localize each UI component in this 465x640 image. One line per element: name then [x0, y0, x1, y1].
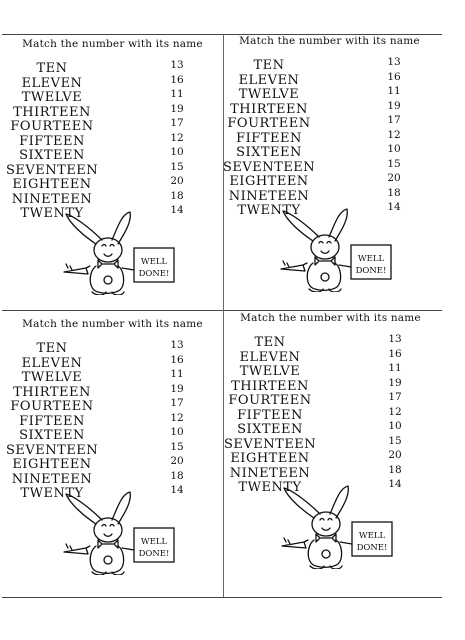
bunny-well-done-illustration — [280, 484, 398, 569]
carrot — [64, 264, 90, 274]
number-word: ELEVEN — [239, 349, 301, 365]
bunny-eye-right — [110, 525, 114, 527]
sign-line-2: DONE! — [355, 266, 387, 276]
bunny-eye-right — [328, 519, 332, 521]
number-word: SIXTEEN — [19, 428, 85, 443]
numeral: 20 — [388, 449, 402, 461]
numeral: 14 — [387, 201, 401, 213]
bunny-arm — [122, 268, 134, 270]
carrot — [281, 261, 307, 271]
sign-line-1: WELL — [140, 537, 168, 547]
number-word: FOURTEEN — [227, 116, 311, 131]
sign-line-2: DONE! — [138, 269, 170, 279]
bunny-belly-button — [104, 276, 112, 284]
number-word: TWENTY — [20, 486, 84, 501]
numeral: 12 — [170, 411, 184, 424]
bunny-arm — [122, 548, 134, 550]
numeral: 17 — [387, 114, 401, 126]
number-word: TWENTY — [20, 206, 84, 221]
number-word: FIFTEEN — [19, 133, 85, 149]
card-title: Match the number with its name — [239, 35, 420, 47]
number-word: SEVENTEEN — [6, 162, 99, 178]
numeral: 13 — [170, 59, 184, 71]
number-word: FIFTEEN — [236, 130, 302, 146]
card-title: Match the number with its name — [22, 38, 203, 50]
bunny-body — [90, 266, 123, 293]
number-word: SEVENTEEN — [6, 442, 99, 458]
number-word: TEN — [36, 61, 68, 76]
bunny-belly-button — [321, 273, 329, 281]
bunny-body — [90, 546, 123, 573]
number-word: SIXTEEN — [236, 145, 302, 160]
bunny-mouth — [104, 254, 112, 256]
number-word: TWELVE — [238, 87, 300, 102]
number-word: FOURTEEN — [10, 119, 94, 134]
bunny-body — [308, 540, 341, 567]
number-word: TEN — [254, 335, 286, 350]
number-word: EIGHTEEN — [12, 177, 92, 192]
number-word: NINETEEN — [11, 191, 93, 207]
numeral: 13 — [387, 56, 401, 68]
numeral: 19 — [170, 382, 184, 395]
number-word: EIGHTEEN — [229, 174, 309, 189]
number-word: THIRTEEN — [231, 378, 309, 394]
sign-line-2: DONE! — [356, 543, 388, 553]
numeral: 10 — [170, 146, 184, 158]
card-title: Match the number with its name — [22, 318, 203, 330]
numeral-list — [383, 332, 407, 492]
numeral: 20 — [170, 455, 184, 467]
number-word-list — [223, 59, 315, 219]
numeral: 16 — [387, 70, 401, 83]
number-word: FOURTEEN — [10, 399, 94, 414]
numeral: 10 — [388, 420, 402, 432]
bunny-bow-tie — [98, 260, 118, 268]
bunny-head — [94, 518, 122, 542]
carrot — [64, 544, 90, 554]
bunny-bow-tie — [98, 540, 118, 548]
numeral: 15 — [170, 440, 184, 453]
number-word: THIRTEEN — [13, 384, 91, 400]
bunny-left-ear — [66, 494, 102, 524]
number-word: NINETEEN — [229, 465, 311, 481]
bunny-eye-left — [102, 525, 106, 527]
number-word-list — [6, 342, 98, 502]
worksheet-card — [0, 318, 225, 593]
numeral: 11 — [387, 85, 401, 97]
bunny-head — [312, 512, 340, 536]
number-word: TEN — [253, 58, 285, 73]
sign-line-1: WELL — [140, 257, 168, 267]
bunny-eye-left — [102, 245, 106, 247]
bunny-bow-tie — [316, 534, 336, 542]
number-word: NINETEEN — [11, 471, 93, 487]
worksheet-card — [217, 35, 442, 310]
numeral: 19 — [387, 99, 401, 112]
bunny-well-done-illustration — [62, 490, 180, 575]
number-word: EIGHTEEN — [12, 457, 92, 472]
number-word: TWENTY — [237, 203, 301, 218]
bunny-head — [311, 235, 339, 259]
numeral: 12 — [170, 131, 184, 144]
number-word: EIGHTEEN — [230, 451, 310, 466]
numeral: 15 — [388, 434, 402, 447]
number-word: THIRTEEN — [13, 104, 91, 120]
number-word: SEVENTEEN — [223, 159, 316, 175]
numeral: 18 — [387, 186, 401, 199]
numeral: 20 — [387, 172, 401, 184]
number-word: THIRTEEN — [230, 101, 308, 117]
numeral: 16 — [170, 73, 184, 86]
numeral: 17 — [170, 117, 184, 129]
numeral: 17 — [388, 391, 402, 403]
sign-line-1: WELL — [357, 254, 385, 264]
number-word: FIFTEEN — [19, 413, 85, 429]
bunny-eye-left — [319, 242, 323, 244]
numeral: 16 — [170, 353, 184, 366]
worksheet-card — [0, 38, 225, 313]
numeral: 14 — [388, 478, 402, 490]
number-word: SIXTEEN — [237, 422, 303, 437]
bunny-bow-tie — [315, 257, 335, 265]
number-word: ELEVEN — [21, 75, 83, 91]
numeral: 15 — [387, 157, 401, 170]
bunny-left-ear — [284, 488, 320, 518]
numeral: 14 — [170, 204, 184, 216]
number-word: ELEVEN — [238, 72, 300, 88]
bunny-body — [307, 263, 340, 290]
numeral: 10 — [387, 143, 401, 155]
numeral-list — [382, 55, 406, 215]
bunny-arm — [340, 542, 352, 544]
numeral: 15 — [170, 160, 184, 173]
numeral: 18 — [170, 189, 184, 202]
worksheet-card — [218, 312, 443, 587]
numeral: 19 — [388, 376, 402, 389]
bunny-eye-right — [110, 245, 114, 247]
numeral: 11 — [170, 88, 184, 100]
number-word: SIXTEEN — [19, 148, 85, 163]
numeral: 12 — [387, 128, 401, 141]
sign-line-1: WELL — [358, 531, 386, 541]
numeral: 13 — [388, 333, 402, 345]
numeral: 10 — [170, 426, 184, 438]
number-word: ELEVEN — [21, 355, 83, 371]
bunny-mouth — [104, 534, 112, 536]
bunny-arm — [339, 265, 351, 267]
numeral-list — [165, 58, 189, 218]
sign-line-2: DONE! — [138, 549, 170, 559]
bunny-belly-button — [104, 556, 112, 564]
bunny-left-ear — [283, 211, 319, 241]
numeral: 14 — [170, 484, 184, 496]
bunny-mouth — [322, 528, 330, 530]
bunny-eye-left — [320, 519, 324, 521]
numeral: 17 — [170, 397, 184, 409]
numeral: 16 — [388, 347, 402, 360]
carrot — [282, 538, 308, 548]
bunny-left-ear — [66, 214, 102, 244]
card-title: Match the number with its name — [240, 312, 421, 324]
bunny-eye-right — [327, 242, 331, 244]
number-word: NINETEEN — [228, 188, 310, 204]
numeral: 18 — [170, 469, 184, 482]
bunny-head — [94, 238, 122, 262]
number-word: FOURTEEN — [228, 393, 312, 408]
bunny-well-done-illustration — [279, 207, 397, 292]
numeral: 11 — [170, 368, 184, 380]
number-word-list — [6, 62, 98, 222]
bunny-belly-button — [322, 550, 330, 558]
numeral: 11 — [388, 362, 402, 374]
number-word: FIFTEEN — [237, 407, 303, 423]
number-word: SEVENTEEN — [224, 436, 317, 452]
numeral: 20 — [170, 175, 184, 187]
bunny-well-done-illustration — [62, 210, 180, 295]
number-word: TWELVE — [239, 364, 301, 379]
numeral: 13 — [170, 339, 184, 351]
number-word: TWENTY — [238, 480, 302, 495]
number-word: TWELVE — [21, 90, 83, 105]
numeral: 19 — [170, 102, 184, 115]
number-word: TWELVE — [21, 370, 83, 385]
bottom-cut-line — [2, 597, 442, 598]
bunny-mouth — [321, 251, 329, 253]
numeral-list — [165, 338, 189, 498]
numeral: 18 — [388, 463, 402, 476]
number-word-list — [224, 336, 316, 496]
number-word: TEN — [36, 341, 68, 356]
numeral: 12 — [388, 405, 402, 418]
